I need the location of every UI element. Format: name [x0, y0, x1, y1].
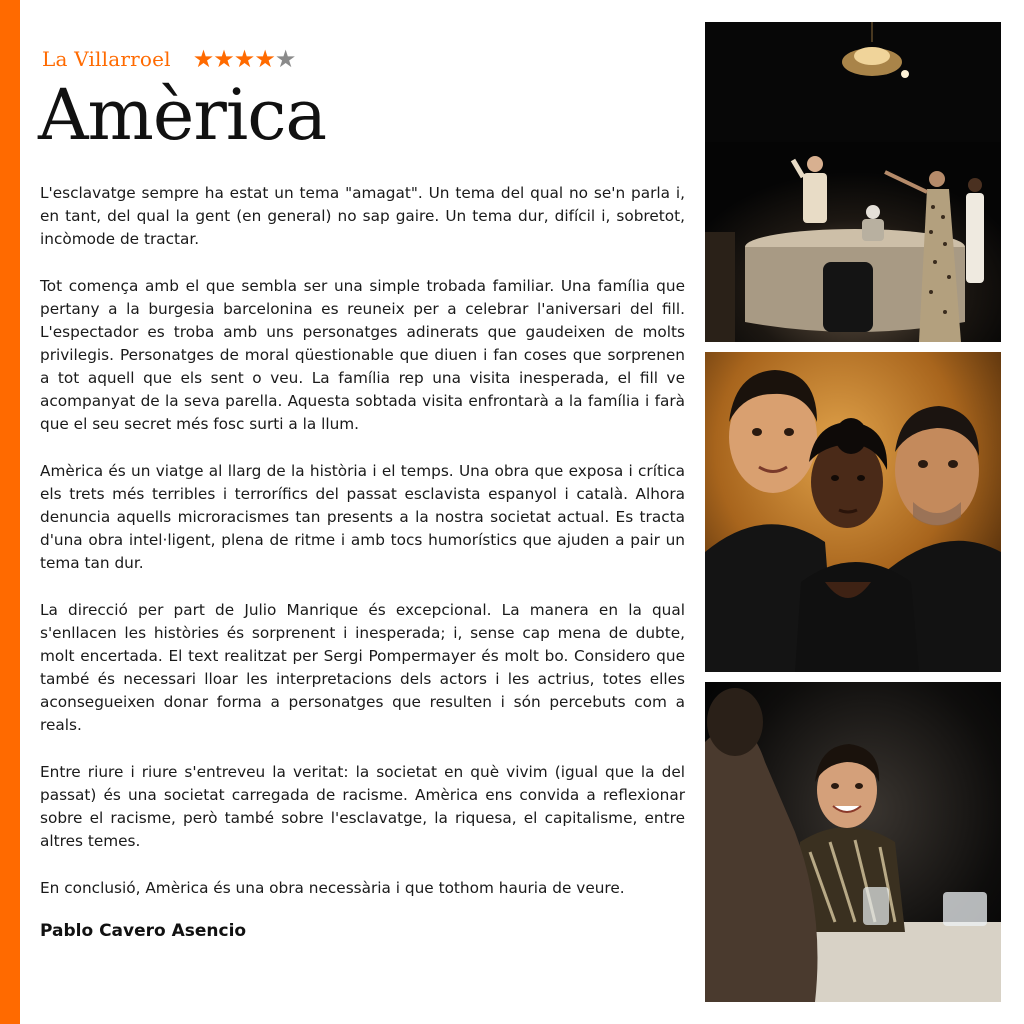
photo-actress-table [705, 682, 1001, 1002]
review-paragraph: Entre riure i riure s'entreveu la veritat: la societat en què vivim (igual que la del passat) és una societat carregada de racisme. Amèrica ens convida a reflexionar sobre el racisme, però també sobre l'esclavatge, la riquesa, el capitalisme, entre altres temes. [40, 763, 685, 850]
review-paragraph: Tot comença amb el que sembla ser una simple trobada familiar. Una família que pertany a la burgesia barcelonina es reuneix per a celebrar l'aniversari del fill. L'espectador es troba amb uns personatges adinerats que gaudeixen de molts privilegis. Personatges de moral qüestionable que diuen i fan coses que sorprenen a tot aquell que els sent o veu. La família rep una visita inesperada, el fill ve acompanyat de la seva parella. Aquesta sobtada visita enfrontarà a la família i farà que el seu secret més fosc surti a la llum. [40, 277, 685, 433]
review-paragraph: L'esclavatge sempre ha estat un tema "amagat". Un tema del qual no se'n parla i, en tant, del qual la gent (en general) no sap gaire. Un tema dur, difícil i, sobretot, incòmode de tractar. [40, 184, 685, 248]
accent-bar [0, 0, 20, 1024]
venue-rating-row [42, 44, 295, 74]
review-paragraph: En conclusió, Amèrica és una obra necessària i que tothom hauria de veure. [40, 879, 625, 897]
venue-name: La Villarroel [42, 47, 171, 71]
review-paragraph: La direcció per part de Julio Manrique és excepcional. La manera en la qual s'enllacen les històries és sorprenent i inesperada; i, sense cap mena de dubte, molt encertada. El text realitzat per Sergi Pompermayer és molt bo. Considero que també és necessari lloar les interpretacions dels actors i les actrius, totes elles aconsegueixen donar forma a personatges que resulten i són percebuts com a reals. [40, 601, 685, 734]
star-filled-icon: ★ [254, 45, 275, 73]
star-rating [193, 47, 296, 71]
star-filled-icon: ★ [233, 45, 255, 73]
review-title: Amèrica [38, 74, 327, 156]
photo-actors-portrait [705, 352, 1001, 672]
star-filled-icon: ★ [192, 45, 214, 73]
review-body [40, 182, 685, 924]
star-filled-icon: ★ [213, 45, 234, 73]
photo-stage-dinner [705, 22, 1001, 342]
star-empty-icon: ★ [274, 45, 296, 73]
author-name: Pablo Cavero Asencio [40, 921, 247, 941]
review-paragraph: Amèrica és un viatge al llarg de la història i el temps. Una obra que exposa i crítica els trets més terribles i terrorífics del passat esclavista espanyol i català. Alhora denuncia aquells microracismes tan presents a la nostra societat actual. Es tracta d'una obra intel·ligent, plena de ritme i amb tocs humorístics que ajuden a pair un tema tan dur. [40, 462, 685, 572]
